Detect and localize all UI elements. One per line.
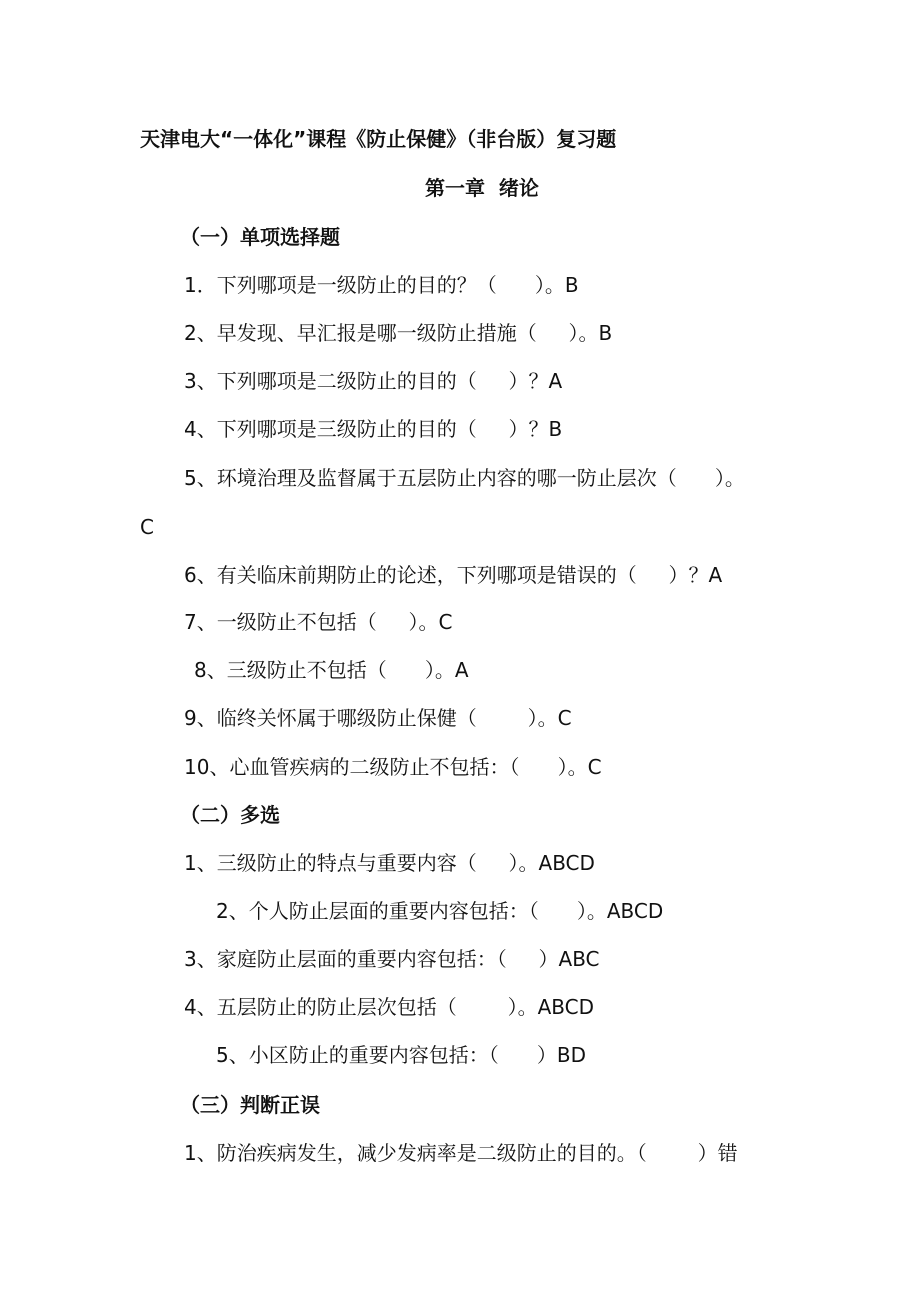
question-item: 1．下列哪项是一级防止的目的？（ ）。B (184, 273, 579, 297)
question-item: 4、下列哪项是三级防止的目的（ ）？B (184, 417, 563, 441)
question-item: 2、早发现、早汇报是哪一级防止措施（ ）。B (184, 321, 613, 345)
question-item: 7、一级防止不包括（ ）。C (184, 610, 453, 634)
section-heading-true-false: （三）判断正误 (180, 1093, 320, 1117)
question-item: 5、环境治理及监督属于五层防止内容的哪一防止层次（ ）。 (184, 466, 745, 490)
document-title: 天津电大“一体化”课程《防止保健》（非台版）复习题 (140, 127, 617, 151)
question-item: 9、临终关怀属于哪级防止保健（ ）。C (184, 706, 572, 730)
question-item: 4、五层防止的防止层次包括（ ）。ABCD (184, 995, 594, 1019)
question-item: 3、下列哪项是二级防止的目的（ ）？A (184, 369, 563, 393)
section-heading-single-choice: （一）单项选择题 (180, 225, 340, 249)
question-item: 6、有关临床前期防止的论述，下列哪项是错误的（ ）？A (184, 563, 723, 587)
question-item: 2、个人防止层面的重要内容包括：（ ）。ABCD (216, 899, 664, 923)
section-heading-multiple-choice: （二）多选 (180, 803, 280, 827)
question-item: 10、心血管疾病的二级防止不包括：（ ）。C (184, 755, 602, 779)
question-item: 1、三级防止的特点与重要内容（ ）。ABCD (184, 851, 595, 875)
question-item-wrap: C (140, 515, 154, 539)
question-item: 3、家庭防止层面的重要内容包括：（ ）ABC (184, 947, 600, 971)
question-item: 8、三级防止不包括（ ）。A (194, 658, 469, 682)
question-item: 1、防治疾病发生，减少发病率是二级防止的目的。（ ）错 (184, 1141, 738, 1165)
question-item: 5、小区防止的重要内容包括：（ ）BD (216, 1043, 586, 1067)
chapter-heading: 第一章 绪论 (425, 176, 539, 200)
